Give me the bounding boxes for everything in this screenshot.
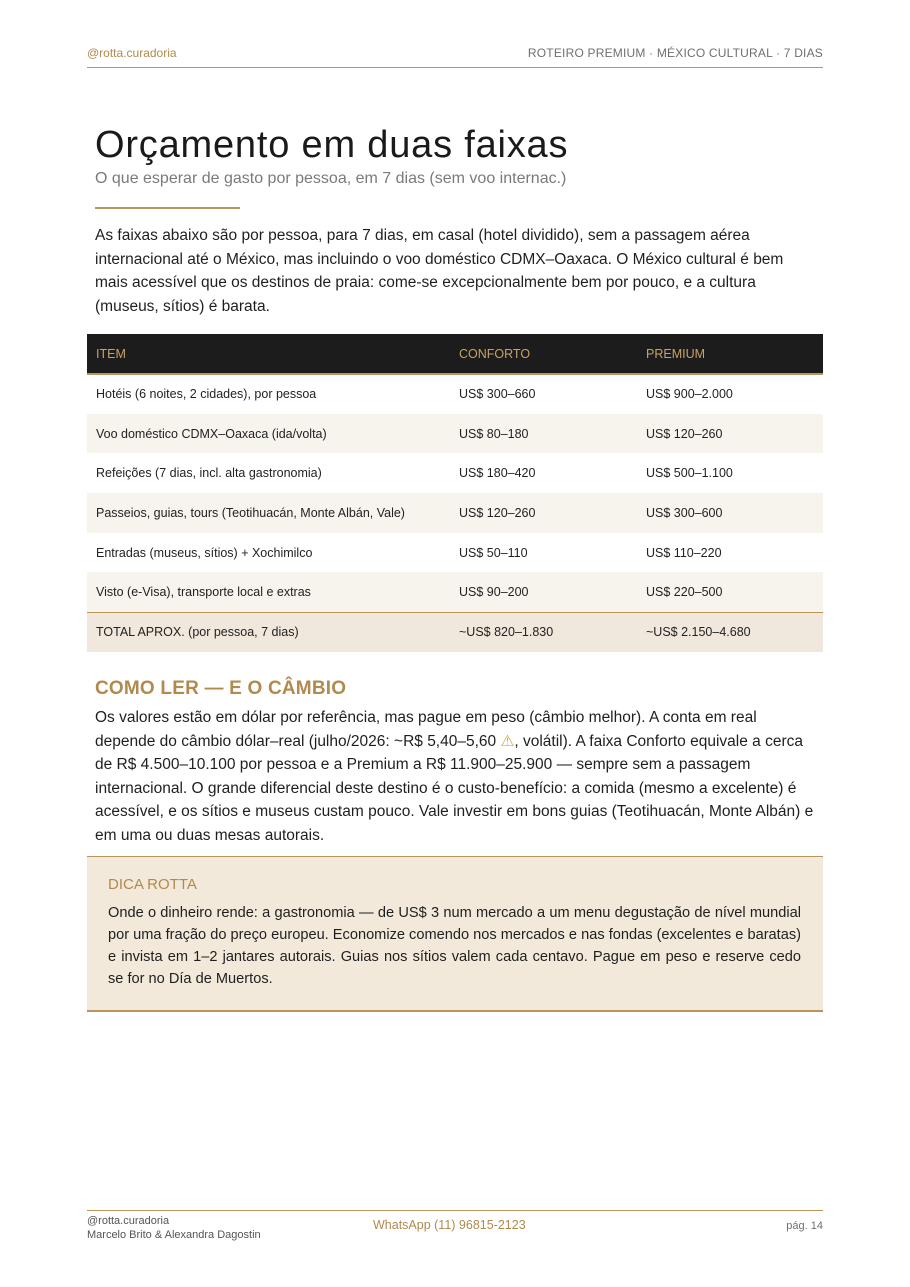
tip-title: DICA ROTTA: [108, 876, 197, 893]
table-total-row: [87, 612, 823, 652]
footer-handle: @rotta.curadoria: [87, 1215, 170, 1227]
page-footer: [87, 1210, 823, 1241]
warning-icon: ⚠: [500, 732, 515, 750]
table-row: [87, 374, 823, 414]
conforto-cell: US$ 50–110: [459, 545, 528, 560]
total-conforto-cell: ~US$ 820–1.830: [459, 625, 554, 640]
table-row: [87, 533, 823, 573]
column-header-conforto: CONFORTO: [450, 334, 637, 374]
table-row: [87, 572, 823, 612]
premium-cell: US$ 900–2.000: [646, 387, 733, 402]
header-doc-title: ROTEIRO PREMIUM · MÉXICO CULTURAL · 7 DIAS: [527, 46, 823, 60]
header-handle: @rotta.curadoria: [87, 46, 177, 60]
premium-cell: US$ 110–220: [646, 545, 722, 560]
premium-cell: US$ 500–1.100: [646, 466, 733, 481]
item-cell: Hotéis (6 noites, 2 cidades), por pessoa: [96, 387, 317, 402]
premium-cell: US$ 300–600: [646, 505, 723, 520]
table-row: [87, 414, 823, 454]
conforto-cell: US$ 300–660: [459, 387, 536, 402]
whatsapp-contact: WhatsApp (11) 96815-2123: [373, 1218, 526, 1232]
column-header-item: ITEM: [87, 334, 450, 374]
section-body-text-1: Os valores estão em dólar por referência, mas pague em peso (câmbio melhor). A conta em real depende do câmbio dólar–real (julho/2026: ~R$ 5,40–5,60: [95, 709, 757, 750]
total-label-cell: TOTAL APROX. (por pessoa, 7 dias): [96, 625, 299, 640]
column-header-premium: PREMIUM: [637, 334, 823, 374]
conforto-cell: US$ 120–260: [459, 505, 536, 520]
title-divider: [95, 207, 240, 209]
intro-paragraph: As faixas abaixo são por pessoa, para 7 dias, em casal (hotel dividido), sem a passagem aérea internacional até o México, mas incluindo o voo doméstico CDMX–Oaxaca. O México cultural é bem mais acessível que os destinos de praia: come-se excepcionalmente bem por pouco, e a cultura (museus, sítios) é barata.: [95, 227, 784, 315]
section-body: [95, 706, 817, 847]
tip-box: [87, 856, 823, 1012]
item-cell: Refeições (7 dias, incl. alta gastronomia): [96, 466, 322, 481]
premium-cell: US$ 220–500: [646, 585, 723, 600]
conforto-cell: US$ 90–200: [459, 585, 529, 600]
total-premium-cell: ~US$ 2.150–4.680: [646, 625, 751, 640]
table-row: [87, 453, 823, 493]
table-header-row: [87, 334, 823, 374]
section-title: COMO LER — E O CÂMBIO: [95, 678, 347, 699]
table-row: [87, 493, 823, 533]
footer-authors: Marcelo Brito & Alexandra Dagostin: [87, 1229, 261, 1241]
budget-table: [87, 334, 823, 652]
page-subtitle: O que esperar de gasto por pessoa, em 7 dias (sem voo internac.): [95, 170, 567, 187]
page-header: [87, 46, 823, 68]
tip-text: Onde o dinheiro rende: a gastronomia — de US$ 3 num mercado a um menu degustação de nível mundial por uma fração do preço europeu. Economize comendo nos mercados e nas fondas (excelentes e baratas) e invista em 1–2 jantares autorais. Guias nos sítios valem cada centavo. Pague em peso e reserve cedo se for no Día de Muertos.: [108, 905, 801, 987]
conforto-cell: US$ 80–180: [459, 426, 529, 441]
page-title: Orçamento em duas faixas: [95, 124, 569, 166]
conforto-cell: US$ 180–420: [459, 466, 536, 481]
item-cell: Voo doméstico CDMX–Oaxaca (ida/volta): [96, 426, 327, 441]
item-cell: Entradas (museus, sítios) + Xochimilco: [96, 545, 313, 560]
item-cell: Visto (e-Visa), transporte local e extras: [96, 585, 311, 600]
premium-cell: US$ 120–260: [646, 426, 723, 441]
item-cell: Passeios, guias, tours (Teotihuacán, Monte Albán, Vale): [96, 505, 405, 520]
page-number: pág. 14: [786, 1220, 823, 1232]
section-body-text-2: , volátil). A faixa Conforto equivale a cerca de R$ 4.500–10.100 por pessoa e a Premium a R$ 11.900–25.900 — sempre sem a passagem internacional. O grande diferencial deste destino é o custo-benefício: a comida (mesmo a excelente) é acessível, e os sítios e museus custam pouco. Vale investir em bons guias (Teotihuacán, Monte Albán) e em uma ou duas mesas autorais.: [95, 732, 814, 844]
footer-credits: [87, 1214, 261, 1242]
